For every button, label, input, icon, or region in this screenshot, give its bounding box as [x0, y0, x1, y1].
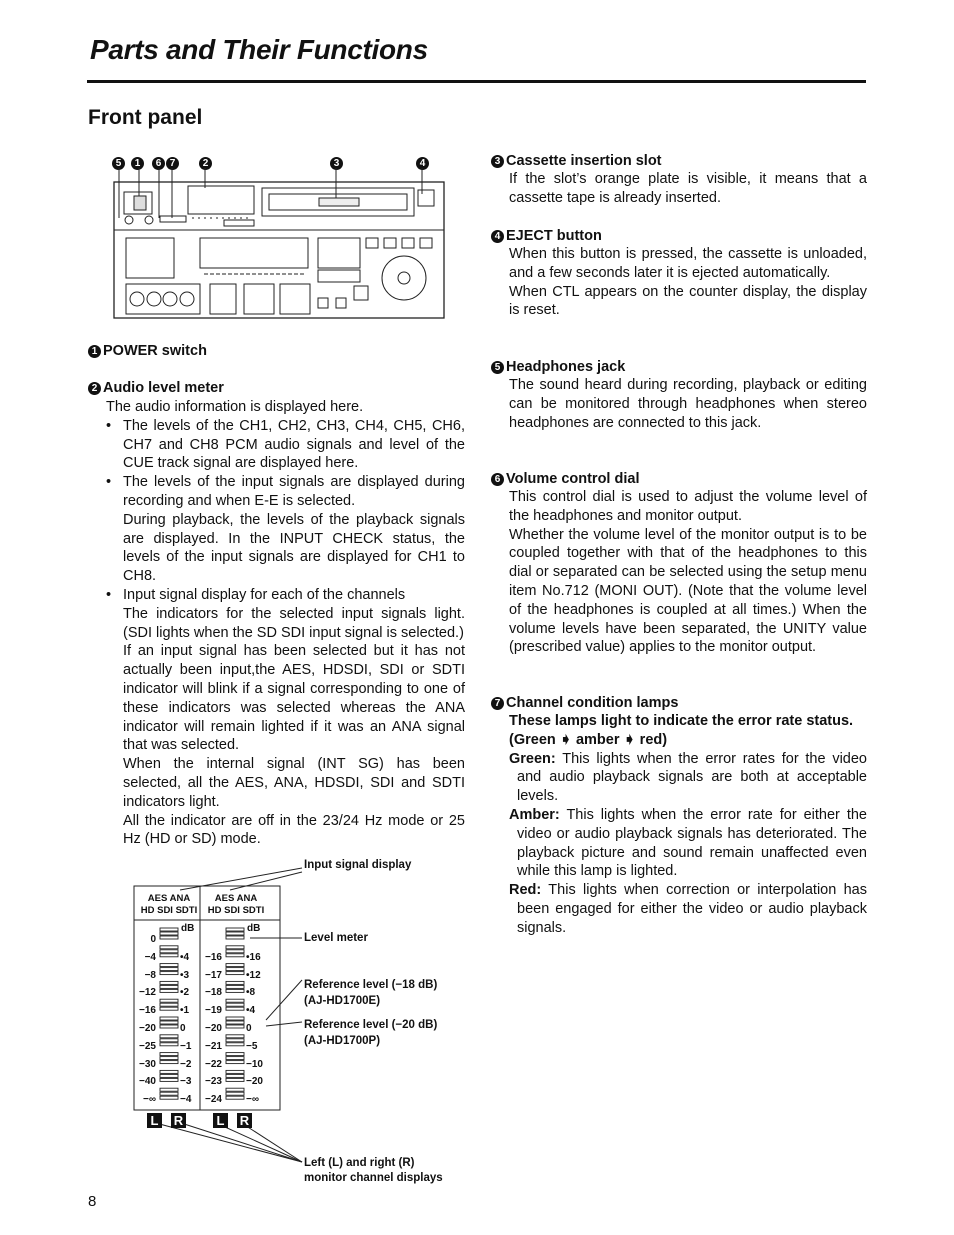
meter-scale-label: •3 — [180, 969, 190, 981]
meter-scale-label: •2 — [180, 987, 190, 999]
item-2-bullet-3-cont4: All the indicator are off in the 23/24 Hz mode or 25 Hz (HD or SD) mode. — [123, 812, 465, 848]
meter-scale-label: −22 — [205, 1058, 222, 1070]
r-indicator-left: R — [171, 1113, 186, 1128]
meter-segment — [226, 946, 244, 949]
meter-segment — [226, 1021, 244, 1024]
item-3: 3 Cassette insertion slot If the slot’s orange plate is visible, it means that a cassette tape is already inserted. — [491, 152, 867, 208]
meter-segment — [160, 1035, 178, 1038]
meter-segment — [160, 964, 178, 967]
meter-segment — [226, 1078, 244, 1081]
meter-scale-label: −8 — [144, 969, 156, 981]
meter-segment — [160, 1003, 178, 1006]
meter-segment — [226, 981, 244, 984]
page-title: Parts and Their Functions — [90, 34, 428, 65]
meter-scale-label: 0 — [180, 1023, 186, 1034]
meter-segment — [160, 1074, 178, 1077]
meter-segment — [160, 954, 178, 957]
meter-segment — [160, 932, 178, 935]
meter-left-header: AES ANA HD SDI SDTI — [140, 893, 198, 916]
meter-segment — [226, 1096, 244, 1099]
meter-scale-label: −21 — [205, 1040, 222, 1052]
item-2-heading: 2 Audio level meter — [88, 379, 465, 397]
callout-1: 1 — [131, 154, 146, 172]
item-2-body — [88, 398, 465, 849]
meter-segment — [226, 950, 244, 953]
meter-scale-label: −30 — [139, 1058, 156, 1070]
ref-level-p-model: (AJ-HD1700P) — [304, 1035, 381, 1047]
callout-7: 7 — [166, 154, 181, 172]
meter-segment — [160, 950, 178, 953]
meter-segment — [226, 1039, 244, 1042]
meter-segment — [160, 999, 178, 1002]
meter-scale-label: −12 — [139, 987, 156, 999]
meter-scale-label: −25 — [139, 1040, 156, 1052]
callout-2: 2 — [199, 154, 214, 172]
meter-segment — [226, 1057, 244, 1060]
meter-segment — [226, 1017, 244, 1020]
meter-scale-label: −19 — [205, 1005, 222, 1017]
meter-segment — [226, 1003, 244, 1006]
item-2-bullet-3: • Input signal display for each of the channels — [123, 586, 465, 605]
meter-segment — [226, 1025, 244, 1028]
meter-scale-label: −20 — [139, 1023, 156, 1034]
level-meter-label: Level meter — [304, 932, 368, 944]
page-number: 8 — [88, 1193, 97, 1210]
meter-segment — [226, 1035, 244, 1038]
meter-scale-label: •8 — [246, 987, 256, 999]
meter-segment — [160, 1061, 178, 1064]
meter-scale-label: −10 — [246, 1058, 263, 1070]
meter-segment — [226, 1061, 244, 1064]
meter-segment — [226, 1074, 244, 1077]
meter-segment — [160, 1043, 178, 1046]
meter-segment — [226, 989, 244, 992]
meter-scale-label: −4 — [180, 1094, 192, 1106]
meter-segment — [226, 1007, 244, 1010]
meter-scale-label: •4 — [180, 951, 190, 963]
meter-segment — [160, 946, 178, 949]
meter-segment — [160, 1039, 178, 1042]
meter-segment — [160, 1078, 178, 1081]
meter-segment — [160, 981, 178, 984]
meter-scale-label: −16 — [205, 951, 222, 963]
meter-scale-label: −23 — [205, 1076, 222, 1088]
meter-scale-label: •4 — [246, 1005, 256, 1017]
meter-segment — [226, 1053, 244, 1056]
meter-scale-label: −40 — [139, 1076, 156, 1088]
meter-segment — [226, 954, 244, 957]
callout-3: 3 — [330, 154, 345, 172]
meter-segment — [160, 1021, 178, 1024]
meter-segment — [160, 989, 178, 992]
meter-scale-label: −1 — [180, 1040, 192, 1052]
meter-segment — [160, 1088, 178, 1091]
meter-segment — [160, 1057, 178, 1060]
item-2-bullet-3-cont3: When the internal signal (INT SG) has been selected, all the AES, ANA, HDSDI, SDI and SDTI indicators light. — [123, 756, 465, 810]
meter-scale-label: −∞ — [246, 1094, 259, 1106]
item-2-bullet-2: • The levels of the input signals are displayed during recording and when E-E is selected. — [123, 473, 465, 511]
lr-caption-1: Left (L) and right (R) — [304, 1157, 415, 1169]
l-indicator-left: L — [147, 1113, 162, 1128]
meter-scale-label: •12 — [246, 969, 261, 981]
meter-segment — [226, 968, 244, 971]
meter-scale-label: −18 — [205, 987, 222, 999]
meter-segment — [160, 1096, 178, 1099]
meter-scale-label: 0 — [246, 1023, 252, 1034]
meter-scale-label: −16 — [139, 1005, 156, 1017]
callout-4: 4 — [416, 154, 431, 172]
meter-scale-label: •1 — [180, 1005, 190, 1017]
lr-caption-2: monitor channel displays — [304, 1172, 443, 1184]
meter-scale-label: −2 — [180, 1058, 192, 1070]
front-panel-diagram — [104, 166, 449, 324]
item-2-bullet-3-cont2: If an input signal has been selected but it has not actually been input,the AES, HDSDI, SDI or SDTI indicator will blink if a signal corresponding to one of these indicators was selected whereas the ANA indicator will remain lighted if it was an ANA signal that was selected. — [123, 643, 465, 754]
meter-right-header: AES ANA HD SDI SDTI — [207, 893, 265, 916]
item-6: 6 Volume control dial This control dial is used to adjust the volume level of the headphones and monitor output. Whether the volume level of the monitor output is to be coupled together with that of the headphones to this dial or separated can be selected using the setup menu item No.712 (MONI OUT). (Note that the volume level of the headphones is coupled at all times.) When the volume levels have been separated, the UNITY value (prescribed value) applies to the monitor output. — [491, 470, 867, 657]
item-2-bullet-2-cont: During playback, the levels of the playback signals are displayed. In the INPUT CHECK status, the levels of the input signals are displayed for CH1 to CH8. — [123, 511, 465, 585]
meter-segment — [226, 972, 244, 975]
meter-segment — [226, 999, 244, 1002]
meter-segment — [226, 1088, 244, 1091]
item-2-bullet-1: • The levels of the CH1, CH2, CH3, CH4, CH5, CH6, CH7 and CH8 PCM audio signals and level of the CUE track signal are displayed here. — [123, 417, 465, 473]
meter-scale-label: −∞ — [143, 1094, 156, 1106]
meter-segment — [160, 985, 178, 988]
meter-scale-label: 0 — [150, 934, 156, 945]
item-5: 5 Headphones jack The sound heard during recording, playback or editing can be monitored through headphones when stereo headphones are connected to this jack. — [491, 358, 867, 432]
meter-segment — [160, 1025, 178, 1028]
meter-segment — [226, 1092, 244, 1095]
item-1-heading: 1 POWER switch — [88, 342, 465, 360]
meter-segment — [160, 928, 178, 931]
callout-6: 6 — [152, 154, 167, 172]
meter-segment — [160, 1007, 178, 1010]
callout-5: 5 — [112, 154, 127, 172]
item-7: 7 Channel condition lamps These lamps light to indicate the error rate status. (Green ➧ amber ➧ red) Green: This lights when the error rates for the video and audio playback signals are both at acceptable levels. Amber: This lights when the error rate for either the video or audio playback signals has deteriorated. The playback picture and sound remain unaffected even while this lamp is lighted. Red: This lights when correction or interpolation has been engaged for either the video or audio playback signals. — [491, 694, 867, 938]
item-2-intro: The audio information is displayed here. — [106, 399, 364, 415]
item-2-bullet-3-cont1: The indicators for the selected input signals light. (SDI lights when the SD SDI input signal is selected.) — [123, 605, 465, 641]
meter-segment — [226, 1043, 244, 1046]
section-title: Front panel — [88, 106, 203, 129]
meter-scale-label: −20 — [205, 1023, 222, 1034]
meter-segment — [226, 936, 244, 939]
l-indicator-right: L — [213, 1113, 228, 1128]
meter-scale-label: •16 — [246, 951, 261, 963]
meter-segment — [226, 1070, 244, 1073]
title-rule — [87, 80, 866, 83]
meter-segment — [160, 936, 178, 939]
meter-segment — [160, 1070, 178, 1073]
r-indicator-right: R — [237, 1113, 252, 1128]
ref-level-e-model: (AJ-HD1700E) — [304, 995, 381, 1007]
meter-segment — [160, 1092, 178, 1095]
meter-segment — [226, 985, 244, 988]
meter-scale-label: −4 — [144, 951, 156, 963]
meter-segment — [226, 928, 244, 931]
meter-scale-label: −24 — [205, 1094, 222, 1106]
meter-segment — [226, 964, 244, 967]
meter-scale-label: −3 — [180, 1076, 192, 1088]
meter-scale-label: −20 — [246, 1076, 263, 1088]
ref-level-e-label: Reference level (−18 dB) — [304, 979, 438, 991]
ref-level-p-label: Reference level (−20 dB) — [304, 1019, 438, 1031]
meter-scale-label: −17 — [205, 969, 222, 981]
db-left: dB — [181, 923, 195, 934]
meter-segment — [160, 1017, 178, 1020]
meter-segment — [160, 968, 178, 971]
meter-scale-label: −5 — [246, 1040, 258, 1052]
item-4: 4 EJECT button When this button is pressed, the cassette is unloaded, and a few seconds later it is ejected automatically. When CTL appears on the counter display, the display is reset. — [491, 227, 867, 320]
meter-segment — [160, 972, 178, 975]
meter-segment — [226, 932, 244, 935]
meter-segment — [160, 1053, 178, 1056]
db-right: dB — [247, 923, 261, 934]
input-signal-display-label: Input signal display — [304, 859, 412, 871]
